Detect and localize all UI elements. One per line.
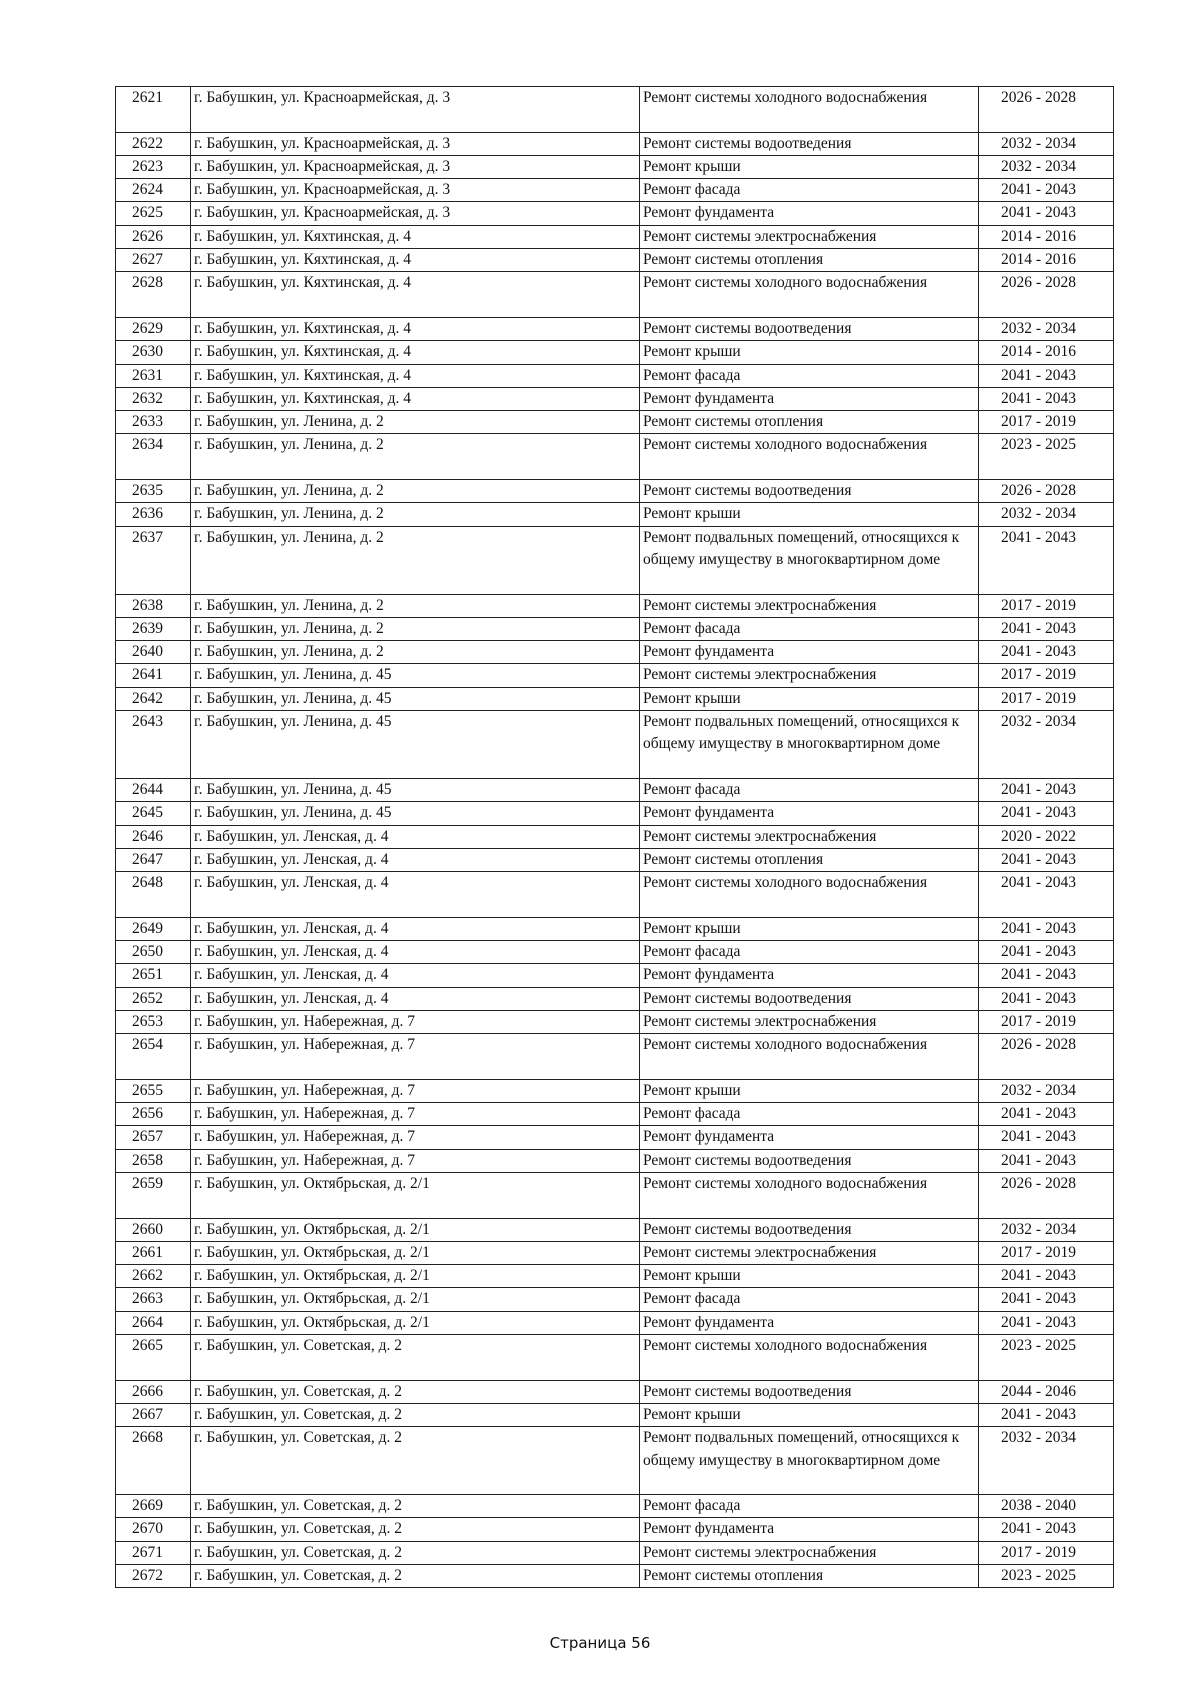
address-cell: г. Бабушкин, ул. Ленская, д. 4 bbox=[191, 825, 640, 848]
table-row bbox=[116, 1218, 1114, 1241]
row-number-cell: 2623 bbox=[116, 155, 191, 178]
row-number-cell: 2644 bbox=[116, 778, 191, 801]
period-cell: 2041 - 2043 bbox=[979, 940, 1114, 963]
row-number-cell: 2664 bbox=[116, 1311, 191, 1334]
table-row bbox=[116, 1103, 1114, 1126]
work-type-cell: Ремонт системы отопления bbox=[640, 1565, 979, 1588]
row-number-cell: 2622 bbox=[116, 132, 191, 155]
work-type-cell: Ремонт системы электроснабжения bbox=[640, 825, 979, 848]
address-cell: г. Бабушкин, ул. Октябрьская, д. 2/1 bbox=[191, 1241, 640, 1264]
address-cell: г. Бабушкин, ул. Ленская, д. 4 bbox=[191, 848, 640, 871]
period-cell: 2017 - 2019 bbox=[979, 664, 1114, 687]
address-cell: г. Бабушкин, ул. Красноармейская, д. 3 bbox=[191, 132, 640, 155]
row-number-cell: 2641 bbox=[116, 664, 191, 687]
period-cell: 2041 - 2043 bbox=[979, 1103, 1114, 1126]
period-cell: 2041 - 2043 bbox=[979, 917, 1114, 940]
table-row bbox=[116, 364, 1114, 387]
work-type-cell: Ремонт системы электроснабжения bbox=[640, 1010, 979, 1033]
table-row bbox=[116, 1288, 1114, 1311]
table-row bbox=[116, 917, 1114, 940]
address-cell: г. Бабушкин, ул. Набережная, д. 7 bbox=[191, 1010, 640, 1033]
row-number-cell: 2652 bbox=[116, 987, 191, 1010]
row-number-cell: 2649 bbox=[116, 917, 191, 940]
table-row bbox=[116, 132, 1114, 155]
table-row bbox=[116, 1427, 1114, 1495]
period-cell: 2023 - 2025 bbox=[979, 434, 1114, 480]
row-number-cell: 2667 bbox=[116, 1403, 191, 1426]
period-cell: 2041 - 2043 bbox=[979, 179, 1114, 202]
period-cell: 2041 - 2043 bbox=[979, 1288, 1114, 1311]
address-cell: г. Бабушкин, ул. Набережная, д. 7 bbox=[191, 1126, 640, 1149]
period-cell: 2041 - 2043 bbox=[979, 802, 1114, 825]
address-cell: г. Бабушкин, ул. Ленина, д. 45 bbox=[191, 778, 640, 801]
period-cell: 2041 - 2043 bbox=[979, 617, 1114, 640]
period-cell: 2041 - 2043 bbox=[979, 987, 1114, 1010]
address-cell: г. Бабушкин, ул. Октябрьская, д. 2/1 bbox=[191, 1311, 640, 1334]
table-row bbox=[116, 940, 1114, 963]
period-cell: 2032 - 2034 bbox=[979, 1218, 1114, 1241]
row-number-cell: 2647 bbox=[116, 848, 191, 871]
table-row bbox=[116, 641, 1114, 664]
row-number-cell: 2672 bbox=[116, 1565, 191, 1588]
period-cell: 2017 - 2019 bbox=[979, 411, 1114, 434]
address-cell: г. Бабушкин, ул. Кяхтинская, д. 4 bbox=[191, 341, 640, 364]
table-row bbox=[116, 1149, 1114, 1172]
period-cell: 2041 - 2043 bbox=[979, 202, 1114, 225]
table-row bbox=[116, 594, 1114, 617]
work-type-cell: Ремонт фасада bbox=[640, 364, 979, 387]
row-number-cell: 2655 bbox=[116, 1079, 191, 1102]
address-cell: г. Бабушкин, ул. Ленина, д. 45 bbox=[191, 711, 640, 779]
table-row bbox=[116, 480, 1114, 503]
row-number-cell: 2646 bbox=[116, 825, 191, 848]
table-row bbox=[116, 1172, 1114, 1218]
work-type-cell: Ремонт системы электроснабжения bbox=[640, 1241, 979, 1264]
period-cell: 2041 - 2043 bbox=[979, 387, 1114, 410]
period-cell: 2032 - 2034 bbox=[979, 711, 1114, 779]
period-cell: 2023 - 2025 bbox=[979, 1335, 1114, 1381]
address-cell: г. Бабушкин, ул. Ленина, д. 2 bbox=[191, 526, 640, 594]
period-cell: 2032 - 2034 bbox=[979, 132, 1114, 155]
table-row bbox=[116, 503, 1114, 526]
address-cell: г. Бабушкин, ул. Красноармейская, д. 3 bbox=[191, 87, 640, 133]
repair-schedule-table bbox=[115, 86, 1114, 1588]
table-row bbox=[116, 526, 1114, 594]
address-cell: г. Бабушкин, ул. Кяхтинская, д. 4 bbox=[191, 249, 640, 272]
work-type-cell: Ремонт фасада bbox=[640, 1103, 979, 1126]
row-number-cell: 2670 bbox=[116, 1518, 191, 1541]
row-number-cell: 2662 bbox=[116, 1265, 191, 1288]
address-cell: г. Бабушкин, ул. Ленина, д. 2 bbox=[191, 411, 640, 434]
work-type-cell: Ремонт фундамента bbox=[640, 202, 979, 225]
work-type-cell: Ремонт системы водоотведения bbox=[640, 317, 979, 340]
row-number-cell: 2642 bbox=[116, 687, 191, 710]
table-row bbox=[116, 687, 1114, 710]
work-type-cell: Ремонт фасада bbox=[640, 617, 979, 640]
table-row bbox=[116, 1495, 1114, 1518]
address-cell: г. Бабушкин, ул. Кяхтинская, д. 4 bbox=[191, 317, 640, 340]
table-row bbox=[116, 711, 1114, 779]
work-type-cell: Ремонт системы водоотведения bbox=[640, 1149, 979, 1172]
work-type-cell: Ремонт системы электроснабжения bbox=[640, 594, 979, 617]
address-cell: г. Бабушкин, ул. Ленина, д. 2 bbox=[191, 594, 640, 617]
period-cell: 2014 - 2016 bbox=[979, 249, 1114, 272]
work-type-cell: Ремонт системы водоотведения bbox=[640, 480, 979, 503]
address-cell: г. Бабушкин, ул. Набережная, д. 7 bbox=[191, 1034, 640, 1080]
work-type-cell: Ремонт системы отопления bbox=[640, 411, 979, 434]
period-cell: 2026 - 2028 bbox=[979, 87, 1114, 133]
work-type-cell: Ремонт системы холодного водоснабжения bbox=[640, 872, 979, 918]
address-cell: г. Бабушкин, ул. Советская, д. 2 bbox=[191, 1495, 640, 1518]
work-type-cell: Ремонт крыши bbox=[640, 1079, 979, 1102]
work-type-cell: Ремонт системы водоотведения bbox=[640, 987, 979, 1010]
period-cell: 2041 - 2043 bbox=[979, 778, 1114, 801]
period-cell: 2032 - 2034 bbox=[979, 1427, 1114, 1495]
address-cell: г. Бабушкин, ул. Советская, д. 2 bbox=[191, 1427, 640, 1495]
row-number-cell: 2630 bbox=[116, 341, 191, 364]
period-cell: 2023 - 2025 bbox=[979, 1565, 1114, 1588]
work-type-cell: Ремонт системы холодного водоснабжения bbox=[640, 272, 979, 318]
table-row bbox=[116, 1010, 1114, 1033]
work-type-cell: Ремонт фундамента bbox=[640, 1311, 979, 1334]
address-cell: г. Бабушкин, ул. Октябрьская, д. 2/1 bbox=[191, 1288, 640, 1311]
address-cell: г. Бабушкин, ул. Ленина, д. 2 bbox=[191, 641, 640, 664]
address-cell: г. Бабушкин, ул. Советская, д. 2 bbox=[191, 1565, 640, 1588]
address-cell: г. Бабушкин, ул. Ленина, д. 2 bbox=[191, 503, 640, 526]
work-type-cell: Ремонт фундамента bbox=[640, 1126, 979, 1149]
row-number-cell: 2668 bbox=[116, 1427, 191, 1495]
period-cell: 2041 - 2043 bbox=[979, 1149, 1114, 1172]
period-cell: 2041 - 2043 bbox=[979, 848, 1114, 871]
period-cell: 2038 - 2040 bbox=[979, 1495, 1114, 1518]
row-number-cell: 2651 bbox=[116, 964, 191, 987]
table-row bbox=[116, 617, 1114, 640]
table-row bbox=[116, 341, 1114, 364]
table-row bbox=[116, 179, 1114, 202]
work-type-cell: Ремонт системы холодного водоснабжения bbox=[640, 1172, 979, 1218]
work-type-cell: Ремонт системы отопления bbox=[640, 848, 979, 871]
period-cell: 2041 - 2043 bbox=[979, 1126, 1114, 1149]
period-cell: 2032 - 2034 bbox=[979, 155, 1114, 178]
row-number-cell: 2638 bbox=[116, 594, 191, 617]
period-cell: 2032 - 2034 bbox=[979, 503, 1114, 526]
row-number-cell: 2635 bbox=[116, 480, 191, 503]
table-row bbox=[116, 272, 1114, 318]
period-cell: 2017 - 2019 bbox=[979, 687, 1114, 710]
table-row bbox=[116, 1079, 1114, 1102]
row-number-cell: 2626 bbox=[116, 225, 191, 248]
row-number-cell: 2645 bbox=[116, 802, 191, 825]
row-number-cell: 2639 bbox=[116, 617, 191, 640]
row-number-cell: 2621 bbox=[116, 87, 191, 133]
address-cell: г. Бабушкин, ул. Ленина, д. 2 bbox=[191, 480, 640, 503]
period-cell: 2017 - 2019 bbox=[979, 594, 1114, 617]
address-cell: г. Бабушкин, ул. Октябрьская, д. 2/1 bbox=[191, 1265, 640, 1288]
period-cell: 2041 - 2043 bbox=[979, 364, 1114, 387]
table-row bbox=[116, 872, 1114, 918]
period-cell: 2017 - 2019 bbox=[979, 1010, 1114, 1033]
work-type-cell: Ремонт крыши bbox=[640, 503, 979, 526]
row-number-cell: 2656 bbox=[116, 1103, 191, 1126]
address-cell: г. Бабушкин, ул. Красноармейская, д. 3 bbox=[191, 202, 640, 225]
period-cell: 2032 - 2034 bbox=[979, 1079, 1114, 1102]
table-row bbox=[116, 1335, 1114, 1381]
row-number-cell: 2625 bbox=[116, 202, 191, 225]
address-cell: г. Бабушкин, ул. Советская, д. 2 bbox=[191, 1380, 640, 1403]
row-number-cell: 2629 bbox=[116, 317, 191, 340]
address-cell: г. Бабушкин, ул. Ленская, д. 4 bbox=[191, 987, 640, 1010]
work-type-cell: Ремонт крыши bbox=[640, 687, 979, 710]
page-number: Страница 56 bbox=[549, 1634, 651, 1652]
work-type-cell: Ремонт фундамента bbox=[640, 387, 979, 410]
address-cell: г. Бабушкин, ул. Кяхтинская, д. 4 bbox=[191, 225, 640, 248]
row-number-cell: 2632 bbox=[116, 387, 191, 410]
table-row bbox=[116, 387, 1114, 410]
table-row bbox=[116, 1541, 1114, 1564]
table-row bbox=[116, 964, 1114, 987]
period-cell: 2026 - 2028 bbox=[979, 272, 1114, 318]
work-type-cell: Ремонт фасада bbox=[640, 179, 979, 202]
address-cell: г. Бабушкин, ул. Октябрьская, д. 2/1 bbox=[191, 1218, 640, 1241]
address-cell: г. Бабушкин, ул. Октябрьская, д. 2/1 bbox=[191, 1172, 640, 1218]
row-number-cell: 2628 bbox=[116, 272, 191, 318]
row-number-cell: 2660 bbox=[116, 1218, 191, 1241]
work-type-cell: Ремонт системы холодного водоснабжения bbox=[640, 434, 979, 480]
table-row bbox=[116, 225, 1114, 248]
row-number-cell: 2658 bbox=[116, 1149, 191, 1172]
table-row bbox=[116, 317, 1114, 340]
table-row bbox=[116, 848, 1114, 871]
work-type-cell: Ремонт подвальных помещений, относящихся к общему имуществу в многоквартирном доме bbox=[640, 711, 979, 779]
table-row bbox=[116, 1565, 1114, 1588]
table-row bbox=[116, 1311, 1114, 1334]
period-cell: 2041 - 2043 bbox=[979, 1265, 1114, 1288]
work-type-cell: Ремонт системы водоотведения bbox=[640, 132, 979, 155]
work-type-cell: Ремонт системы водоотведения bbox=[640, 1380, 979, 1403]
table-row bbox=[116, 1518, 1114, 1541]
table-row bbox=[116, 87, 1114, 133]
table-row bbox=[116, 434, 1114, 480]
work-type-cell: Ремонт фундамента bbox=[640, 1518, 979, 1541]
address-cell: г. Бабушкин, ул. Красноармейская, д. 3 bbox=[191, 179, 640, 202]
work-type-cell: Ремонт системы электроснабжения bbox=[640, 1541, 979, 1564]
address-cell: г. Бабушкин, ул. Ленина, д. 45 bbox=[191, 664, 640, 687]
address-cell: г. Бабушкин, ул. Ленская, д. 4 bbox=[191, 872, 640, 918]
period-cell: 2041 - 2043 bbox=[979, 1311, 1114, 1334]
address-cell: г. Бабушкин, ул. Кяхтинская, д. 4 bbox=[191, 387, 640, 410]
work-type-cell: Ремонт системы электроснабжения bbox=[640, 225, 979, 248]
table-row bbox=[116, 1126, 1114, 1149]
period-cell: 2041 - 2043 bbox=[979, 1518, 1114, 1541]
row-number-cell: 2634 bbox=[116, 434, 191, 480]
row-number-cell: 2666 bbox=[116, 1380, 191, 1403]
work-type-cell: Ремонт крыши bbox=[640, 917, 979, 940]
work-type-cell: Ремонт фасада bbox=[640, 1288, 979, 1311]
table-row bbox=[116, 411, 1114, 434]
period-cell: 2026 - 2028 bbox=[979, 1034, 1114, 1080]
work-type-cell: Ремонт системы холодного водоснабжения bbox=[640, 1034, 979, 1080]
table-row bbox=[116, 802, 1114, 825]
address-cell: г. Бабушкин, ул. Кяхтинская, д. 4 bbox=[191, 272, 640, 318]
table-row bbox=[116, 778, 1114, 801]
period-cell: 2041 - 2043 bbox=[979, 872, 1114, 918]
table-row bbox=[116, 987, 1114, 1010]
address-cell: г. Бабушкин, ул. Ленина, д. 45 bbox=[191, 687, 640, 710]
work-type-cell: Ремонт крыши bbox=[640, 1265, 979, 1288]
work-type-cell: Ремонт фундамента bbox=[640, 802, 979, 825]
work-type-cell: Ремонт крыши bbox=[640, 1403, 979, 1426]
address-cell: г. Бабушкин, ул. Набережная, д. 7 bbox=[191, 1079, 640, 1102]
work-type-cell: Ремонт крыши bbox=[640, 155, 979, 178]
address-cell: г. Бабушкин, ул. Ленина, д. 2 bbox=[191, 434, 640, 480]
address-cell: г. Бабушкин, ул. Советская, д. 2 bbox=[191, 1335, 640, 1381]
row-number-cell: 2627 bbox=[116, 249, 191, 272]
row-number-cell: 2624 bbox=[116, 179, 191, 202]
row-number-cell: 2648 bbox=[116, 872, 191, 918]
period-cell: 2014 - 2016 bbox=[979, 225, 1114, 248]
table-row bbox=[116, 825, 1114, 848]
table-row bbox=[116, 664, 1114, 687]
table-body bbox=[116, 87, 1114, 1588]
address-cell: г. Бабушкин, ул. Набережная, д. 7 bbox=[191, 1103, 640, 1126]
work-type-cell: Ремонт крыши bbox=[640, 341, 979, 364]
row-number-cell: 2637 bbox=[116, 526, 191, 594]
row-number-cell: 2663 bbox=[116, 1288, 191, 1311]
period-cell: 2026 - 2028 bbox=[979, 1172, 1114, 1218]
work-type-cell: Ремонт системы отопления bbox=[640, 249, 979, 272]
work-type-cell: Ремонт фасада bbox=[640, 940, 979, 963]
period-cell: 2041 - 2043 bbox=[979, 641, 1114, 664]
period-cell: 2026 - 2028 bbox=[979, 480, 1114, 503]
period-cell: 2041 - 2043 bbox=[979, 964, 1114, 987]
row-number-cell: 2640 bbox=[116, 641, 191, 664]
address-cell: г. Бабушкин, ул. Красноармейская, д. 3 bbox=[191, 155, 640, 178]
work-type-cell: Ремонт подвальных помещений, относящихся к общему имуществу в многоквартирном доме bbox=[640, 526, 979, 594]
table-row bbox=[116, 1265, 1114, 1288]
address-cell: г. Бабушкин, ул. Советская, д. 2 bbox=[191, 1518, 640, 1541]
row-number-cell: 2669 bbox=[116, 1495, 191, 1518]
table-row bbox=[116, 249, 1114, 272]
work-type-cell: Ремонт системы холодного водоснабжения bbox=[640, 87, 979, 133]
table-row bbox=[116, 202, 1114, 225]
row-number-cell: 2633 bbox=[116, 411, 191, 434]
table-row bbox=[116, 1241, 1114, 1264]
row-number-cell: 2659 bbox=[116, 1172, 191, 1218]
address-cell: г. Бабушкин, ул. Ленская, д. 4 bbox=[191, 917, 640, 940]
address-cell: г. Бабушкин, ул. Советская, д. 2 bbox=[191, 1403, 640, 1426]
table-row bbox=[116, 155, 1114, 178]
period-cell: 2041 - 2043 bbox=[979, 526, 1114, 594]
work-type-cell: Ремонт фасада bbox=[640, 1495, 979, 1518]
work-type-cell: Ремонт системы холодного водоснабжения bbox=[640, 1335, 979, 1381]
address-cell: г. Бабушкин, ул. Ленская, д. 4 bbox=[191, 940, 640, 963]
work-type-cell: Ремонт системы водоотведения bbox=[640, 1218, 979, 1241]
table-row bbox=[116, 1403, 1114, 1426]
row-number-cell: 2631 bbox=[116, 364, 191, 387]
work-type-cell: Ремонт фундамента bbox=[640, 964, 979, 987]
address-cell: г. Бабушкин, ул. Ленина, д. 45 bbox=[191, 802, 640, 825]
period-cell: 2017 - 2019 bbox=[979, 1541, 1114, 1564]
address-cell: г. Бабушкин, ул. Кяхтинская, д. 4 bbox=[191, 364, 640, 387]
period-cell: 2041 - 2043 bbox=[979, 1403, 1114, 1426]
row-number-cell: 2643 bbox=[116, 711, 191, 779]
period-cell: 2020 - 2022 bbox=[979, 825, 1114, 848]
address-cell: г. Бабушкин, ул. Ленина, д. 2 bbox=[191, 617, 640, 640]
period-cell: 2032 - 2034 bbox=[979, 317, 1114, 340]
row-number-cell: 2661 bbox=[116, 1241, 191, 1264]
period-cell: 2014 - 2016 bbox=[979, 341, 1114, 364]
table-row bbox=[116, 1380, 1114, 1403]
work-type-cell: Ремонт системы электроснабжения bbox=[640, 664, 979, 687]
address-cell: г. Бабушкин, ул. Набережная, д. 7 bbox=[191, 1149, 640, 1172]
work-type-cell: Ремонт фасада bbox=[640, 778, 979, 801]
work-type-cell: Ремонт подвальных помещений, относящихся к общему имуществу в многоквартирном доме bbox=[640, 1427, 979, 1495]
address-cell: г. Бабушкин, ул. Советская, д. 2 bbox=[191, 1541, 640, 1564]
row-number-cell: 2671 bbox=[116, 1541, 191, 1564]
row-number-cell: 2650 bbox=[116, 940, 191, 963]
row-number-cell: 2657 bbox=[116, 1126, 191, 1149]
row-number-cell: 2636 bbox=[116, 503, 191, 526]
row-number-cell: 2653 bbox=[116, 1010, 191, 1033]
table-row bbox=[116, 1034, 1114, 1080]
row-number-cell: 2654 bbox=[116, 1034, 191, 1080]
address-cell: г. Бабушкин, ул. Ленская, д. 4 bbox=[191, 964, 640, 987]
period-cell: 2017 - 2019 bbox=[979, 1241, 1114, 1264]
row-number-cell: 2665 bbox=[116, 1335, 191, 1381]
period-cell: 2044 - 2046 bbox=[979, 1380, 1114, 1403]
work-type-cell: Ремонт фундамента bbox=[640, 641, 979, 664]
